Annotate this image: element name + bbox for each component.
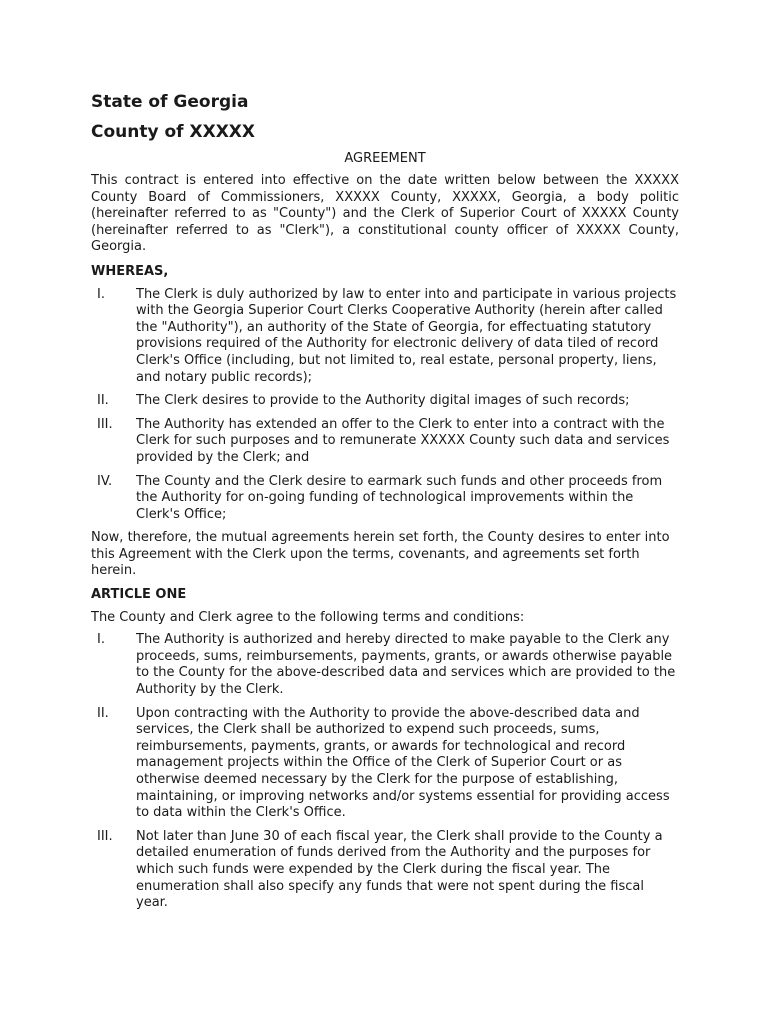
- list-text: The Authority has extended an offer to the Clerk to enter into a contract with the Clerk for such purposes and to remunerate XXXXX County such data and services provided by the Clerk; and: [136, 416, 670, 465]
- county-title: County of XXXXX: [91, 122, 256, 142]
- list-item: [91, 474, 679, 524]
- list-text: Not later than June 30 of each fiscal year, the Clerk shall provide to the County a detailed enumeration of funds derived from the Authority and the purposes for which such funds were expended by the Clerk during the fiscal year. The enumeration shall also specify any funds that were not spent during the fiscal year.: [136, 828, 663, 911]
- list-number: I.: [97, 286, 105, 302]
- list-number: II.: [97, 393, 109, 409]
- list-number: III.: [97, 828, 113, 844]
- list-number: I.: [97, 632, 105, 648]
- list-number: III.: [97, 416, 113, 432]
- list-item: [91, 706, 679, 822]
- list-item: [91, 393, 679, 410]
- list-item: [91, 417, 679, 467]
- article-one-list: [91, 632, 679, 912]
- whereas-list: [91, 287, 679, 524]
- list-text: The Clerk desires to provide to the Authority digital images of such records;: [136, 393, 630, 409]
- state-title: State of Georgia: [91, 92, 249, 112]
- list-item: [91, 829, 679, 912]
- list-number: IV.: [97, 473, 113, 489]
- document-body: [91, 92, 679, 919]
- intro-paragraph: This contract is entered into effective on the date written below between the XXXXX County Board of Commissioners, XXXXX County, XXXXX, Georgia, a body politic (hereinafter referred to as "County") and the Clerk of Superior Court of XXXXX County (hereinafter referred to as "Clerk"), a constitutional county officer of XXXXX County, Georgia.: [91, 173, 679, 255]
- agreement-heading: AGREEMENT: [344, 151, 426, 166]
- whereas-label: WHEREAS,: [91, 263, 169, 279]
- list-text: The Clerk is duly authorized by law to enter into and participate in various projects with the Georgia Superior Court Clerks Cooperative Authority (herein after called the "Authority"), an authority of the State of Georgia, for effectuating statutory provisions required of the Authority for electronic delivery of data tiled of record Clerk's Office (including, but not limited to, real estate, personal property, liens, and notary public records);: [136, 286, 677, 385]
- list-item: [91, 632, 679, 698]
- list-text: Upon contracting with the Authority to provide the above-described data and services, the Clerk shall be authorized to expend such proceeds, sums, reimbursements, payments, grants, or awards for technological and record management projects within the Office of the Clerk of Superior Court or as otherwise deemed necessary by the Clerk for the purpose of establishing, maintaining, or improving networks and/or systems essential for providing access to data within the Clerk's Office.: [136, 705, 670, 821]
- now-therefore-paragraph: Now, therefore, the mutual agreements herein set forth, the County desires to enter into this Agreement with the Clerk upon the terms, covenants, and agreements set forth herein.: [91, 530, 670, 579]
- article-intro: The County and Clerk agree to the following terms and conditions:: [91, 609, 525, 625]
- list-text: The Authority is authorized and hereby directed to make payable to the Clerk any proceeds, sums, reimbursements, payments, grants, or awards otherwise payable to the County for the above-described data and services which are provided to the Authority by the Clerk.: [136, 632, 676, 698]
- list-item: [91, 287, 679, 387]
- list-text: The County and the Clerk desire to earmark such funds and other proceeds from the Authority for on-going funding of technological improvements within the Clerk's Office;: [136, 473, 663, 522]
- article-one-label: ARTICLE ONE: [91, 587, 187, 603]
- list-number: II.: [97, 705, 109, 721]
